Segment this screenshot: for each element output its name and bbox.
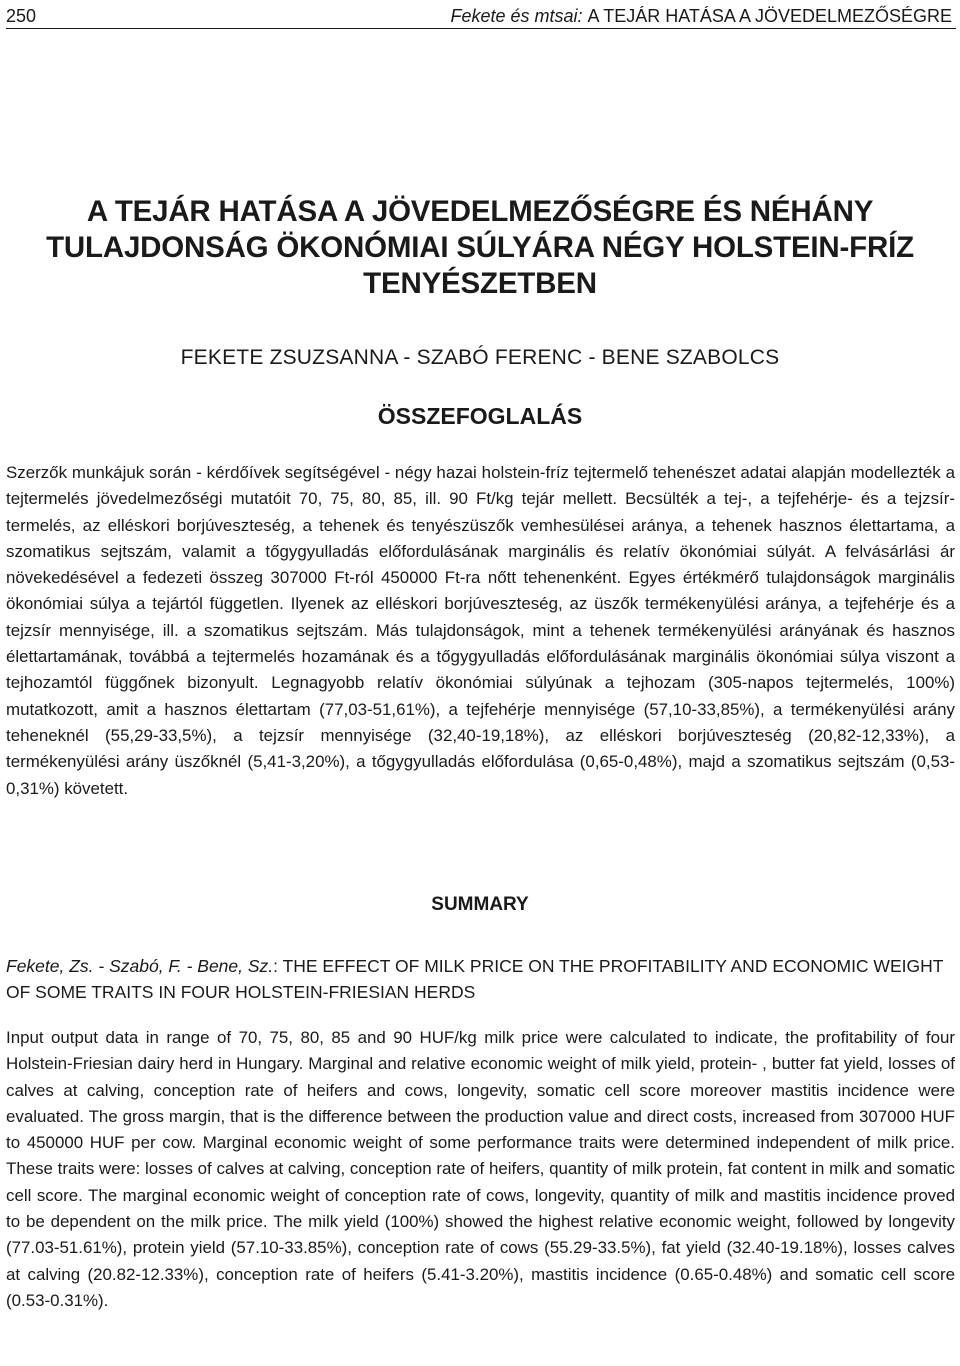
- running-authors: Fekete és mtsai:: [450, 6, 583, 26]
- article-title: [20, 194, 940, 302]
- running-title: [450, 4, 952, 28]
- abstract-heading: ÖSSZEFOGLALÁS: [377, 403, 583, 429]
- running-title-text: A TEJÁR HATÁSA A JÖVEDELMEZŐSÉGRE: [587, 6, 952, 26]
- summary-heading: SUMMARY: [431, 894, 529, 915]
- citation-authors: Fekete, Zs. - Szabó, F. - Bene, Sz.: [6, 956, 274, 976]
- citation-title: : THE EFFECT OF MILK PRICE ON THE PROFITABILITY AND ECONOMIC WEIGHT OF SOME TRAITS IN FOUR HOLSTEIN-FRIESIAN HERDS: [6, 956, 944, 1002]
- title-line: TULAJDONSÁG ÖKONÓMIAI SÚLYÁRA NÉGY HOLSTEIN-FRÍZ: [46, 231, 914, 264]
- title-line: TENYÉSZETBEN: [363, 267, 597, 300]
- page-header: [6, 4, 956, 29]
- abstract-text: Szerzők munkájuk során - kérdőívek segítségével - négy hazai holstein-fríz tejtermelő tehenészet adatai alapján modellezték a tejtermelés jövedelmezőségi mutatóit 70, 75, 80, 85, ill. 90 Ft/kg tejár mellett. Becsülték a tej-, a tejfehérje- és a tejzsír-termelés, az elléskori borjúveszteség, a tehenek és tenyészüszők vemhesülései aránya, a tehenek hasznos élettartama, a szomatikus sejtszám, valamit a tőgygyulladás előfordulásának marginális és relatív ökonómiai súlyát. A felvásárlási ár növekedésével a fedezeti összeg 307000 Ft-ról 450000 Ft-ra nőtt tehenenként. Egyes értékmérő tulajdonságok marginális ökonómiai súlya a tejártól független. Ilyenek az elléskori borjúveszteség, az üszők termékenyülési aránya, a tejfehérje és a tejzsír mennyisége, ill. a szomatikus sejtszám. Más tulajdonságok, mint a tehenek termékenyülési arányának és hasznos élettartamának, továbbá a tejtermelés hozamának és a tőgygyulladás előfordulásának marginális ökonómiai súlya viszont a tejhozamtól függőnek bizonyult. Legnagyobb relatív ökonómiai súlyúnak a tejhozam (305-napos tejtermelés, 100%) mutatkozott, amit a hasznos élettartam (77,03-51,61%), a tejfehérje mennyisége (57,10-33,85%), a termékenyülési arány teheneknél (55,29-33,5%), a tejzsír mennyisége (32,40-19,18%), az elléskori borjúveszteség (20,82-12,33%), a termékenyülési arány üszőknél (5,41-3,20%), a tőgygyulladás előfordulása (0,65-0,48%), majd a szomatikus sejtszám (0,53-0,31%) követett.: [6, 463, 955, 798]
- page-number: 250: [6, 6, 37, 26]
- summary-citation: [6, 953, 955, 1005]
- article-authors: FEKETE ZSUZSANNA - SZABÓ FERENC - BENE SZABOLCS: [180, 346, 780, 369]
- summary-text: Input output data in range of 70, 75, 80, 85 and 90 HUF/kg milk price were calculated to indicate, the profitability of four Holstein-Friesian dairy herd in Hungary. Marginal and relative economic weight of milk yield, protein- , butter fat yield, losses of calves at calving, conception rate of heifers and cows, longevity, somatic cell score moreover mastitis incidence were evaluated. The gross margin, that is the difference between the production value and direct costs, increased from 307000 HUF to 450000 HUF per cow. Marginal economic weight of some performance traits were determined independent of milk price. These traits were: losses of calves at calving, conception rate of heifers, quantity of milk protein, fat content in milk and somatic cell score. The marginal economic weight of conception rate of cows, longevity, quantity of milk and mastitis incidence proved to be dependent on the milk price. The milk yield (100%) showed the highest relative economic weight, followed by longevity (77.03-51.61%), protein yield (57.10-33.85%), conception rate of cows (55.29-33.5%), fat yield (32.40-19.18%), losses calves at calving (20.82-12.33%), conception rate of heifers (5.41-3.20%), mastitis incidence (0.65-0.48%) and somatic cell score (0.53-0.31%).: [6, 1028, 955, 1310]
- title-line: A TEJÁR HATÁSA A JÖVEDELMEZŐSÉGRE ÉS NÉHÁNY: [86, 195, 874, 228]
